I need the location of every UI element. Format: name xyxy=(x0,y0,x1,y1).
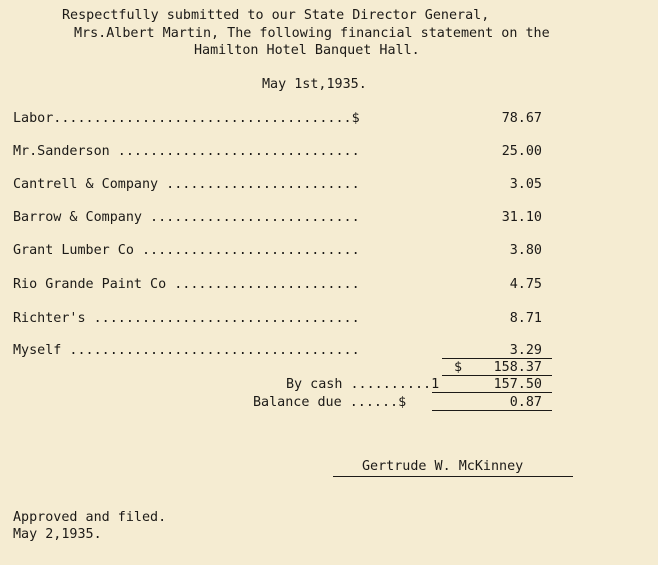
balance-label: Balance due ......$ xyxy=(253,395,407,410)
cash-label: By cash ..........1 xyxy=(286,377,440,392)
expense-amount: 8.71 xyxy=(509,311,542,326)
subtotal-symbol: $ xyxy=(454,360,463,375)
cash-underline xyxy=(432,392,552,393)
expense-label: Cantrell & Company ........................ xyxy=(13,177,360,192)
expense-amount: 4.75 xyxy=(509,277,542,292)
balance-underline xyxy=(432,410,552,411)
subtotal-rule xyxy=(442,358,552,359)
expense-label: Richter's ................................. xyxy=(13,311,360,326)
expense-label: Rio Grande Paint Co ....................... xyxy=(13,277,360,292)
expense-amount: 31.10 xyxy=(501,210,542,225)
header-line-3: Hamilton Hotel Banquet Hall. xyxy=(194,43,420,58)
balance-amount: 0.87 xyxy=(509,395,542,410)
header-line-1: Respectfully submitted to our State Director General, xyxy=(62,8,490,23)
cash-amount: 157.50 xyxy=(493,377,542,392)
expense-label: Mr.Sanderson .............................. xyxy=(13,144,360,159)
expense-amount: 3.05 xyxy=(509,177,542,192)
expense-amount: 3.80 xyxy=(509,243,542,258)
subtotal-amount: 158.37 xyxy=(493,360,542,375)
expense-label: Grant Lumber Co ........................... xyxy=(13,243,360,258)
header-line-2: Mrs.Albert Martin, The following financial statement on the xyxy=(74,26,550,41)
expense-amount: 25.00 xyxy=(501,144,542,159)
subtotal-underline xyxy=(442,375,552,376)
approval-date: May 2,1935. xyxy=(13,527,102,542)
expense-amount: 78.67 xyxy=(501,111,542,126)
signature-name: Gertrude W. McKinney xyxy=(362,459,524,474)
expense-label: Myself .................................... xyxy=(13,343,360,358)
expense-amount: 3.29 xyxy=(509,343,542,358)
approval-note: Approved and filed. xyxy=(13,510,167,525)
statement-date: May 1st,1935. xyxy=(262,77,367,92)
signature-line xyxy=(333,476,573,477)
expense-label: Labor.....................................$ xyxy=(13,111,360,126)
expense-label: Barrow & Company .......................... xyxy=(13,210,360,225)
